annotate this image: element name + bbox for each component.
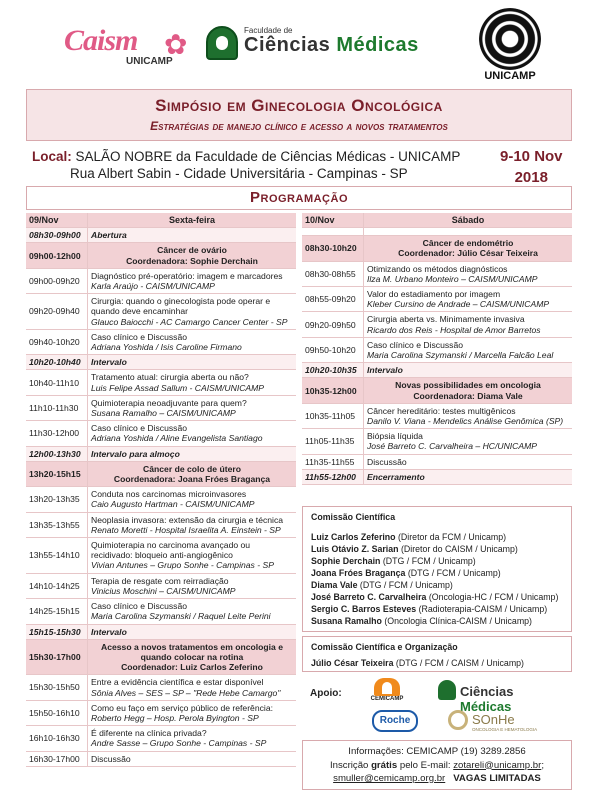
day1-time: 10h40-11h10	[26, 370, 88, 394]
fcm-logo	[206, 26, 436, 60]
day1-time: 13h20-13h35	[26, 487, 88, 511]
fcm-support-logo	[438, 680, 568, 714]
day2-row	[302, 363, 572, 378]
day1-session	[88, 599, 296, 623]
sonhe-mark-icon	[448, 710, 468, 730]
day1-break-label: Intervalo para almoço	[91, 448, 180, 459]
day1-talk-title: Caso clínico e Discussão	[91, 601, 188, 612]
day2-talk-title: Valor do estadiamento por imagem	[367, 289, 501, 300]
committee-member	[311, 579, 563, 591]
day1-row	[26, 625, 296, 640]
member-name: Sergio C. Barros Esteves	[311, 604, 417, 614]
unicamp-wordmark: UNICAMP	[484, 70, 536, 82]
sonhe-tagline: ONCOLOGIA E HEMATOLOGIA	[472, 727, 538, 732]
day1-time: 11h30-12h00	[26, 421, 88, 445]
day1-schedule	[26, 213, 296, 767]
day1-time: 13h35-13h55	[26, 513, 88, 537]
day2-time: 09h20-09h50	[302, 312, 364, 336]
day1-session	[88, 355, 296, 369]
day2-block-title: Novas possibilidades em oncologia	[395, 380, 541, 391]
unicamp-emblem-icon	[479, 8, 541, 70]
day2-talk-title: Discussão	[367, 456, 407, 467]
member-role: (Radioterapia-CAISM / Unicamp)	[416, 604, 548, 614]
day2-break-label: Intervalo	[367, 365, 403, 376]
day1-speaker: Glauco Baiocchi - AC Camargo Cancer Center - SP	[91, 316, 288, 327]
day1-speaker: Vinicius Moschini – CAISM/UNICAMP	[91, 585, 236, 596]
fcm-name	[244, 34, 419, 57]
day1-row	[26, 447, 296, 462]
organizing-heading: Comissão Científica e Organização	[311, 642, 458, 652]
day1-row	[26, 228, 296, 243]
day2-row	[302, 404, 572, 429]
day1-talk-title: Quimioterapia neoadjuvante para quem?	[91, 397, 247, 408]
scientific-committee	[302, 506, 572, 632]
day2-talk-title: Otimizando os métodos diagnósticos	[367, 263, 508, 274]
day2-session	[364, 363, 572, 377]
day1-talk-title: Neoplasia invasora: extensão da cirurgia e técnica	[91, 514, 284, 525]
committee-member	[311, 543, 563, 555]
info-reg-1: Inscrição	[330, 759, 372, 771]
committee-member	[311, 603, 563, 615]
fcm-support-badge-icon	[438, 680, 456, 700]
member-name: Diama Vale	[311, 580, 358, 590]
day2-date: 10/Nov	[302, 213, 364, 227]
day1-time: 13h55-14h10	[26, 538, 88, 573]
day1-session	[88, 675, 296, 699]
day1-talk-title: Cirurgia: quando o ginecologista pode operar e quando deve encaminhar	[91, 296, 271, 317]
day1-talk-title: Diagnóstico pré-operatório: imagem e marcadores	[91, 270, 283, 281]
day1-row	[26, 370, 296, 395]
day1-time: 10h20-10h40	[26, 355, 88, 369]
day1-talk-title: Quimioterapia no carcinoma avançado ou recidivado: bloqueio anti-angiogênico	[91, 540, 251, 561]
day1-talk-title: Entre a evidência científica e estar disponível	[91, 677, 264, 688]
member-role: (Diretor do CAISM / Unicamp)	[398, 544, 518, 554]
roche-logo: Roche	[372, 710, 418, 732]
sonhe-logo	[448, 710, 538, 736]
info-reg-2: pelo E-mail:	[397, 759, 454, 771]
day2-session	[364, 470, 572, 484]
day2-row	[302, 262, 572, 287]
day2-session	[364, 262, 572, 286]
day2-block-title: Câncer de endométrio	[422, 238, 514, 249]
venue-label: Local:	[32, 149, 72, 164]
day1-time: 15h50-16h10	[26, 701, 88, 725]
day2-time: 10h20-10h35	[302, 363, 364, 377]
day1-speaker: Caio Augusto Hartman - CAISM/UNICAMP	[91, 499, 255, 510]
venue-name: SALÃO NOBRE da Faculdade de Ciências Médicas - UNICAMP	[71, 149, 461, 164]
event-year: 2018	[514, 169, 548, 186]
day2-row	[302, 228, 572, 236]
event-dates	[500, 146, 563, 188]
day2-session	[364, 429, 572, 453]
member-name: Sophie Derchain	[311, 556, 381, 566]
day2-row	[302, 429, 572, 454]
day2-coordinator: Coordenador: Júlio César Teixeira	[398, 248, 538, 259]
day1-time: 09h00-09h20	[26, 269, 88, 293]
flower-icon: ✿	[164, 29, 188, 60]
fcm-badge-icon	[206, 26, 238, 60]
day1-time: 09h20-09h40	[26, 294, 88, 329]
organizer-role: (DTG / FCM / CAISM / Unicamp)	[393, 658, 524, 668]
day1-session	[88, 513, 296, 537]
limited-spots: VAGAS LIMITADAS	[453, 773, 541, 784]
day1-session	[88, 487, 296, 511]
day1-row	[26, 675, 296, 700]
day1-speaker: Adriana Yoshida / Isis Caroline Firmano	[91, 342, 242, 353]
member-name: Luiz Carlos Zeferino	[311, 532, 396, 542]
day1-session	[88, 752, 296, 766]
fcm-name-2: Médicas	[336, 34, 419, 56]
day1-row	[26, 269, 296, 294]
day2-break-label: Encerramento	[367, 471, 425, 482]
caism-subtitle: UNICAMP	[126, 56, 173, 67]
day1-break-label: Intervalo	[91, 357, 127, 368]
day2-row	[302, 287, 572, 312]
day2-row	[302, 470, 572, 485]
day2-speaker: Danilo V. Viana - Mendelics Análise Genômica (SP)	[367, 416, 564, 427]
member-role: (DTG / FCM / Unicamp)	[357, 580, 453, 590]
day1-row	[26, 599, 296, 624]
day1-session	[88, 330, 296, 354]
event-title: Simpósio em Ginecologia Oncológica	[155, 96, 443, 115]
day2-schedule	[302, 213, 572, 485]
cemicamp-icon	[374, 678, 400, 696]
title-box	[26, 89, 572, 141]
day1-time: 15h30-15h50	[26, 675, 88, 699]
day1-coordinator: Coordenadora: Sophie Derchain	[126, 255, 258, 266]
committee-member	[311, 531, 563, 543]
info-reg-free: grátis	[371, 759, 398, 771]
day1-row	[26, 396, 296, 421]
day1-row	[26, 243, 296, 268]
day1-session	[88, 701, 296, 725]
day1-row	[26, 574, 296, 599]
venue-line1	[32, 148, 460, 165]
support-label: Apoio:	[310, 688, 342, 699]
day1-session	[88, 243, 296, 267]
day1-talk-title: Conduta nos carcinomas microinvasores	[91, 489, 247, 500]
member-role: (Oncologia Clínica-CAISM / Unicamp)	[381, 616, 532, 626]
day1-row	[26, 538, 296, 574]
day2-speaker: Kleber Cursino de Andrade – CAISM/UNICAMP	[367, 299, 550, 310]
day1-time: 08h30-09h00	[26, 228, 88, 242]
day1-speaker: Roberto Hegg – Hosp. Perola Byington - SP	[91, 712, 259, 723]
fcm-small-text: Faculdade de	[244, 26, 293, 35]
day1-session	[88, 370, 296, 394]
day2-header-row	[302, 213, 572, 228]
day1-time: 12h00-13h30	[26, 447, 88, 461]
day2-time: 10h35-12h00	[302, 378, 364, 402]
event-days: 9-10 Nov	[500, 148, 563, 165]
day1-talk-title: Como eu faço em serviço público de referência:	[91, 702, 273, 713]
info-registration	[303, 759, 571, 773]
email-link-zotareli[interactable]: zotareli@unicamp.br	[453, 759, 542, 771]
day1-talk-title: Terapia de resgate com reirradiação	[91, 575, 229, 586]
day2-talk-title: Câncer hereditário: testes multigênicos	[367, 405, 516, 416]
caism-wordmark: Caism	[64, 24, 138, 57]
day1-weekday: Sexta-feira	[168, 215, 216, 225]
day2-session	[364, 228, 572, 235]
day1-speaker: Luis Felipe Assad Sallum - CAISM/UNICAMP	[91, 382, 265, 393]
day1-block-title: Câncer de ovário	[157, 245, 227, 256]
day2-time: 11h55-12h00	[302, 470, 364, 484]
committee-heading: Comissão Científica	[311, 512, 396, 522]
day2-row	[302, 338, 572, 363]
member-role: (DTG / FCM / Unicamp)	[405, 568, 501, 578]
day2-session	[364, 404, 572, 428]
day1-time: 16h10-16h30	[26, 726, 88, 750]
member-role: (Diretor da FCM / Unicamp)	[395, 532, 507, 542]
day1-session	[88, 396, 296, 420]
day2-talk-title: Biópsia líquida	[367, 431, 423, 442]
day2-coordinator: Coordenadora: Diama Vale	[413, 390, 523, 401]
member-role: (Oncologia-HC / FCM / Unicamp)	[426, 592, 559, 602]
day2-row	[302, 312, 572, 337]
day1-speaker: Karla Araújo - CAISM/UNICAMP	[91, 281, 215, 292]
program-heading: Programação	[26, 186, 572, 210]
cemicamp-logo	[368, 678, 406, 702]
cemicamp-wordmark: CEMICAMP	[370, 696, 404, 702]
day2-session	[364, 455, 572, 469]
day2-session	[364, 378, 572, 402]
day2-speaker: Ilza M. Urbano Monteiro – CAISM/UNICAMP	[367, 273, 538, 284]
day1-date: 09/Nov	[26, 213, 88, 227]
day2-session	[364, 338, 572, 362]
day1-session	[88, 294, 296, 329]
day1-time: 15h15-15h30	[26, 625, 88, 639]
day1-session	[88, 640, 296, 675]
day2-time: 09h50-10h20	[302, 338, 364, 362]
day1-header-row	[26, 213, 296, 228]
venue-address: Rua Albert Sabin - Cidade Universitária - Campinas - SP	[70, 166, 408, 181]
day2-session	[364, 312, 572, 336]
day1-row	[26, 330, 296, 355]
day1-time: 14h10-14h25	[26, 574, 88, 598]
organizer	[311, 657, 563, 669]
day1-block-title: Câncer de colo de útero	[143, 463, 241, 474]
day2-speaker: Ricardo dos Reis - Hospital de Amor Barretos	[367, 324, 541, 335]
organizer-name: Júlio César Teixeira	[311, 658, 394, 668]
day2-time: 08h55-09h20	[302, 287, 364, 311]
committee-member	[311, 615, 563, 627]
day1-session	[88, 538, 296, 573]
day1-session	[88, 625, 296, 639]
day1-time: 11h10-11h30	[26, 396, 88, 420]
day2-talk-title: Cirurgia aberta vs. Minimamente invasiva	[367, 314, 525, 325]
member-name: José Barreto C. Carvalheira	[311, 592, 427, 602]
venue	[32, 148, 460, 182]
day1-row	[26, 355, 296, 370]
member-name: Joana Fróes Bragança	[311, 568, 406, 578]
unicamp-logo	[470, 8, 550, 88]
day2-session	[364, 236, 572, 260]
day1-speaker: Sônia Alves – SES – SP – "Rede Hebe Camargo"	[91, 687, 281, 698]
info-box	[302, 740, 572, 790]
committee-member	[311, 555, 563, 567]
day2-talk-title: Caso clínico e Discussão	[367, 339, 464, 350]
day1-row	[26, 752, 296, 767]
info-contact: Informações: CEMICAMP (19) 3289.2856	[348, 746, 526, 757]
day1-session	[88, 269, 296, 293]
day1-coordinator: Coordenador: Luiz Carlos Zeferino	[121, 662, 263, 673]
day1-row	[26, 294, 296, 330]
day1-session	[88, 574, 296, 598]
info-last-line	[303, 772, 571, 786]
day1-speaker: Susana Ramalho – CAISM/UNICAMP	[91, 408, 236, 419]
day2-weekday: Sábado	[451, 215, 485, 225]
caism-logo	[64, 22, 188, 72]
day2-session	[364, 287, 572, 311]
day1-row	[26, 513, 296, 538]
day2-speaker: Maria Carolina Szymanski / Marcella Falcão Leal	[367, 350, 554, 361]
member-role: (DTG / FCM / Unicamp)	[380, 556, 476, 566]
day1-speaker: Renato Moretti - Hospital Israelita A. Einstein - SP	[91, 524, 281, 535]
day2-time: 11h35-11h55	[302, 455, 364, 469]
member-name: Susana Ramalho	[311, 616, 382, 626]
info-reg-3: ;	[541, 759, 544, 771]
day2-row	[302, 455, 572, 470]
day1-time: 16h30-17h00	[26, 752, 88, 766]
day1-coordinator: Coordenadora: Joana Fróes Bragança	[113, 474, 271, 485]
day1-talk-title: Discussão	[91, 753, 131, 764]
email-link-smuller[interactable]: smuller@cemicamp.org.br	[333, 773, 446, 784]
day1-session	[88, 421, 296, 445]
day1-row	[26, 726, 296, 751]
day2-time: 08h30-08h55	[302, 262, 364, 286]
member-name: Luis Otávio Z. Sarian	[311, 544, 399, 554]
day1-session	[88, 447, 296, 461]
day2-time: 11h05-11h35	[302, 429, 364, 453]
day1-row	[26, 487, 296, 512]
day1-break-label: Intervalo	[91, 626, 127, 637]
fcm-support-name-2: Médicas	[460, 699, 512, 714]
day1-session	[88, 462, 296, 486]
day1-block-title: Acesso a novos tratamentos em oncologia e quando colocar na rotina	[101, 641, 283, 662]
day1-row	[26, 640, 296, 676]
day1-talk-title: É diferente na clínica privada?	[91, 728, 207, 739]
day1-speaker: Andre Sasse – Grupo Sonhe - Campinas - SP	[91, 738, 267, 749]
committee-member	[311, 591, 563, 603]
day1-time: 15h30-17h00	[26, 640, 88, 675]
day1-time: 14h25-15h15	[26, 599, 88, 623]
day1-time: 09h40-10h20	[26, 330, 88, 354]
fcm-name-1: Ciências	[244, 34, 337, 56]
sonhe-wordmark: SOnHe	[472, 712, 515, 727]
day2-row	[302, 236, 572, 261]
event-subtitle: Estratégias de manejo clínico e acesso a novos tratamentos	[150, 119, 448, 133]
day1-row	[26, 462, 296, 487]
day1-speaker: Maria Carolina Szymanski / Raquel Leite Perini	[91, 611, 271, 622]
day1-talk-title: Caso clínico e Discussão	[91, 331, 188, 342]
day1-row	[26, 701, 296, 726]
day1-talk-title: Tratamento atual: cirurgia aberta ou não?	[91, 372, 249, 383]
day1-speaker: Vivian Antunes – Grupo Sonhe - Campinas - SP	[91, 560, 274, 571]
day1-session	[88, 726, 296, 750]
day2-time: 10h35-11h05	[302, 404, 364, 428]
fcm-support-name-1: Ciências	[460, 684, 514, 699]
day2-time: 08h30-10h20	[302, 236, 364, 260]
committee-members	[311, 531, 563, 627]
header	[0, 0, 600, 88]
day1-break-label: Abertura	[91, 230, 127, 241]
day2-row	[302, 378, 572, 403]
day1-time: 13h20-15h15	[26, 462, 88, 486]
committee-member	[311, 567, 563, 579]
day2-time	[302, 228, 364, 235]
day1-row	[26, 421, 296, 446]
day2-speaker: José Barreto C. Carvalheira – HC/UNICAMP	[367, 441, 538, 452]
day1-session	[88, 228, 296, 242]
day1-time: 09h00-12h00	[26, 243, 88, 267]
day1-speaker: Adriana Yoshida / Aline Evangelista Santiago	[91, 433, 263, 444]
organizing-committee	[302, 636, 572, 672]
day1-talk-title: Caso clínico e Discussão	[91, 423, 188, 434]
